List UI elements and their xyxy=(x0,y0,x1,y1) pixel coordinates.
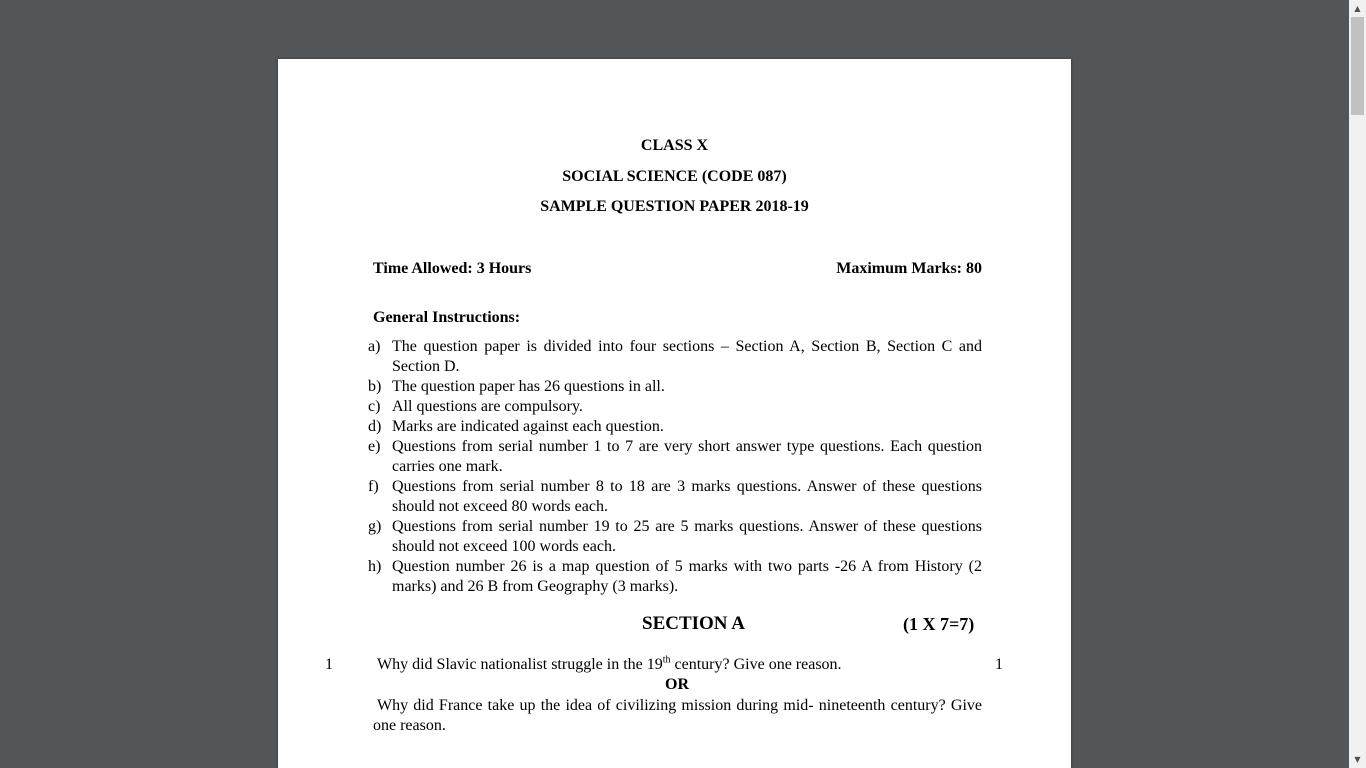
instruction-item xyxy=(368,337,982,377)
instruction-text: Questions from serial number 1 to 7 are very short answer type questions. Each question carries one mark. xyxy=(392,438,982,475)
question-superscript: th xyxy=(662,654,671,666)
question-number: 1 xyxy=(325,656,333,673)
instruction-letter: c) xyxy=(368,398,381,415)
question-text-part: Why did Slavic nationalist struggle in the 19 xyxy=(377,656,663,673)
instruction-item xyxy=(368,477,982,517)
instruction-letter: d) xyxy=(368,418,382,435)
general-instructions-heading: General Instructions: xyxy=(373,309,521,326)
instruction-letter: b) xyxy=(368,378,382,395)
instruction-text: Question number 26 is a map question of 5 marks with two parts -26 A from History (2 marks) and 26 B from Geography (3 marks). xyxy=(392,558,982,595)
instruction-text: Questions from serial number 19 to 25 are 5 marks questions. Answer of these questions should not exceed 100 words each. xyxy=(392,518,982,555)
triangle-down-icon[interactable]: ▼ xyxy=(1354,755,1361,764)
instruction-letter: g) xyxy=(368,518,382,535)
instructions-list xyxy=(368,337,982,597)
vertical-scrollbar[interactable] xyxy=(1349,0,1366,768)
maximum-marks: Maximum Marks: 80 xyxy=(836,260,982,277)
class-heading: CLASS X xyxy=(640,137,709,154)
or-label: OR xyxy=(665,676,689,693)
question-marks: 1 xyxy=(995,656,1003,673)
pdf-page xyxy=(278,59,1071,768)
instruction-text: Questions from serial number 8 to 18 are 3 marks questions. Answer of these questions should not exceed 80 words each. xyxy=(392,478,982,515)
instruction-item xyxy=(368,377,982,397)
instruction-item xyxy=(368,397,982,417)
paper-title: SAMPLE QUESTION PAPER 2018-19 xyxy=(540,198,809,215)
instruction-item xyxy=(368,517,982,557)
instruction-item xyxy=(368,557,982,597)
instruction-letter: h) xyxy=(368,558,382,575)
instruction-letter: e) xyxy=(368,438,381,455)
time-allowed: Time Allowed: 3 Hours xyxy=(373,260,532,277)
question-text-part: century? Give one reason. xyxy=(670,656,842,673)
instruction-item xyxy=(368,417,982,437)
question-text xyxy=(377,656,842,674)
instruction-letter: f) xyxy=(368,478,379,495)
subject-heading: SOCIAL SCIENCE (CODE 087) xyxy=(562,168,787,185)
instruction-text: The question paper is divided into four sections – Section A, Section B, Section C and Section D. xyxy=(392,338,982,375)
section-a-title: SECTION A xyxy=(642,613,745,634)
alternative-question: Why did France take up the idea of civilizing mission during mid- nineteenth century? Give one reason. xyxy=(373,697,982,734)
instruction-text: Marks are indicated against each question. xyxy=(392,418,664,435)
triangle-up-icon[interactable]: ▲ xyxy=(1354,4,1361,13)
instruction-item xyxy=(368,437,982,477)
instruction-letter: a) xyxy=(368,338,381,355)
section-a-marks: (1 X 7=7) xyxy=(903,614,975,634)
instruction-text: The question paper has 26 questions in all. xyxy=(392,378,665,395)
instruction-text: All questions are compulsory. xyxy=(392,398,583,415)
scroll-thumb[interactable] xyxy=(1351,17,1364,115)
